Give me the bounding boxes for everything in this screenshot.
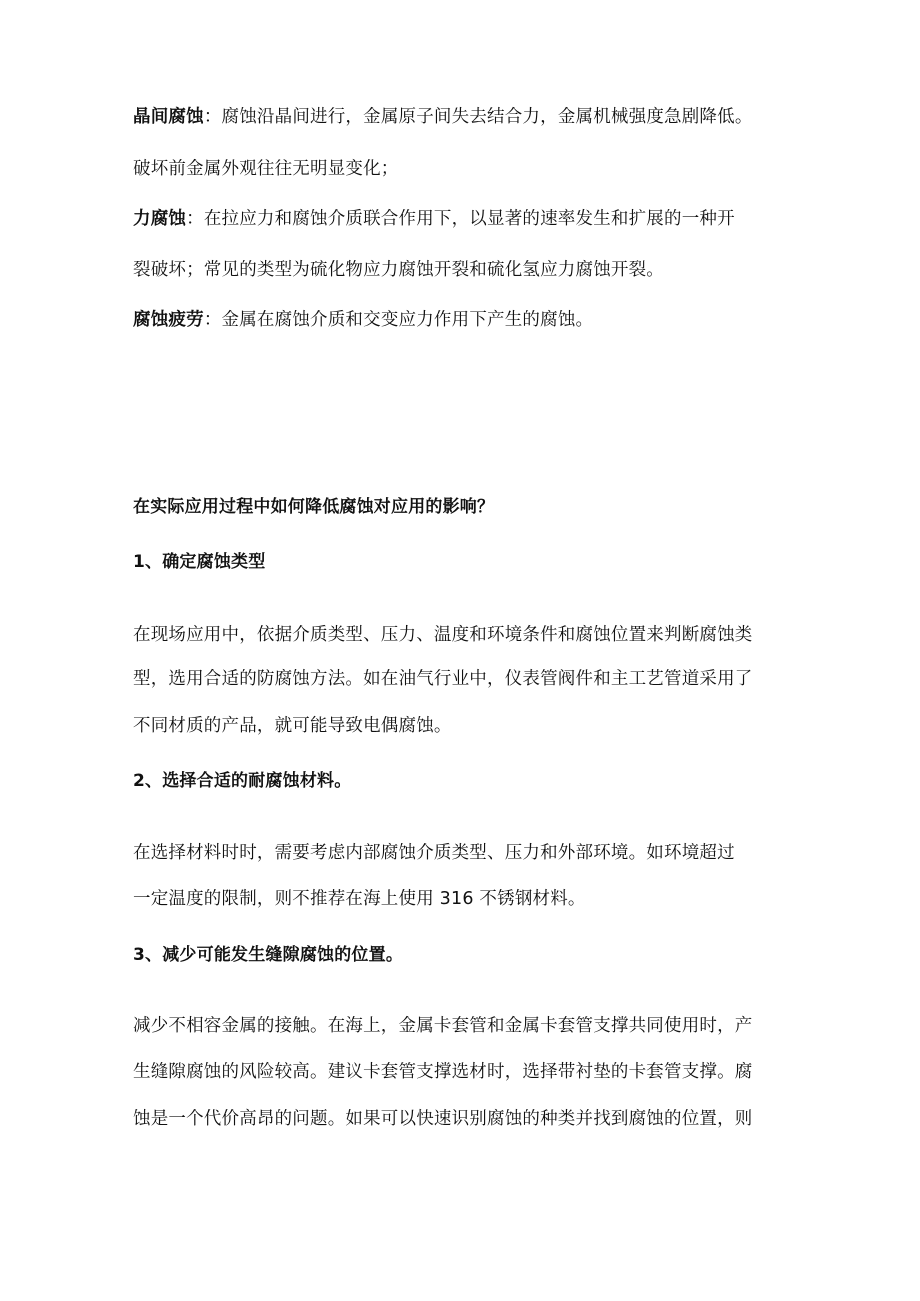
definition-stress-line2 bbox=[133, 257, 664, 283]
definition-sep: ： bbox=[203, 310, 222, 330]
section-1-line: 型，选用合适的防腐蚀方法。如在油气行业中，仪表管阀件和主工艺管道采用了 bbox=[133, 669, 753, 689]
definition-sep: ： bbox=[186, 209, 204, 229]
section-3-line: 蚀是一个代价高昂的问题。如果可以快速识别腐蚀的种类并找到腐蚀的位置，则 bbox=[133, 1109, 753, 1129]
section-2-line: 一定温度的限制，则不推荐在海上使用 316 不锈钢材料。 bbox=[133, 889, 586, 909]
definition-stress-line1 bbox=[133, 206, 735, 232]
definition-text: 在拉应力和腐蚀介质联合作用下，以显著的速率发生和扩展的一种开 bbox=[203, 209, 735, 229]
definition-term: 腐蚀疲劳 bbox=[133, 310, 204, 330]
definition-term: 晶间腐蚀 bbox=[133, 107, 204, 127]
section-heading-1: 1、确定腐蚀类型 bbox=[133, 552, 266, 572]
section-3-line: 减少不相容金属的接触。在海上，金属卡套管和金属卡套管支撑共同使用时，产 bbox=[133, 1016, 753, 1036]
definition-intergranular-line1 bbox=[133, 104, 753, 130]
section-2-line: 在选择材料时时，需要考虑内部腐蚀介质类型、压力和外部环境。如环境超过 bbox=[133, 843, 735, 863]
definition-text: 破坏前金属外观往往无明显变化； bbox=[133, 159, 399, 179]
definition-text: 裂破坏；常见的类型为硫化物应力腐蚀开裂和硫化氢应力腐蚀开裂。 bbox=[133, 260, 664, 280]
definition-text: 金属在腐蚀介质和交变应力作用下产生的腐蚀。 bbox=[221, 310, 594, 330]
definition-term: 力腐蚀 bbox=[133, 209, 187, 229]
question-heading: 在实际应用过程中如何降低腐蚀对应用的影响？ bbox=[133, 497, 495, 517]
definition-text: 腐蚀沿晶间进行，金属原子间失去结合力，金属机械强度急剧降低。 bbox=[221, 107, 753, 127]
section-heading-3: 3、减少可能发生缝隙腐蚀的位置。 bbox=[133, 945, 404, 965]
section-3-line: 生缝隙腐蚀的风险较高。建议卡套管支撑选材时，选择带衬垫的卡套管支撑。腐 bbox=[133, 1062, 753, 1082]
section-1-line: 在现场应用中，依据介质类型、压力、温度和环境条件和腐蚀位置来判断腐蚀类 bbox=[133, 625, 753, 645]
definition-fatigue-line1 bbox=[133, 307, 593, 333]
definition-sep: ： bbox=[203, 107, 222, 127]
section-1-line: 不同材质的产品，就可能导致电偶腐蚀。 bbox=[133, 716, 452, 736]
section-heading-2: 2、选择合适的耐腐蚀材料。 bbox=[133, 771, 352, 791]
definition-intergranular-line2 bbox=[133, 156, 399, 182]
